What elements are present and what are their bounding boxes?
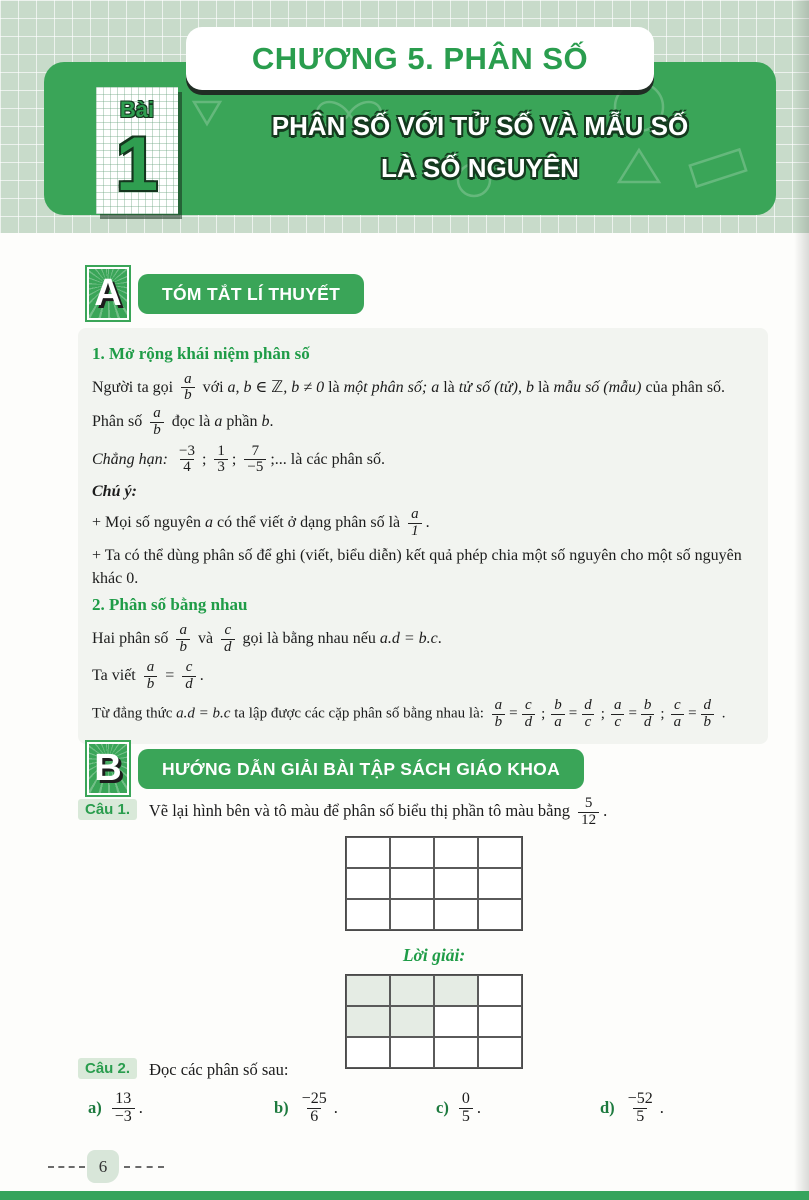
separator: ; bbox=[231, 450, 237, 468]
fraction bbox=[625, 1091, 656, 1126]
equals-sign: = bbox=[568, 705, 578, 722]
fraction-denominator: b bbox=[150, 422, 164, 439]
fraction-numerator: −25 bbox=[301, 1090, 327, 1107]
grid-cell bbox=[434, 868, 478, 899]
fraction-denominator: c bbox=[611, 714, 624, 731]
question-2-item-c bbox=[436, 1090, 481, 1127]
fraction-numerator: a bbox=[146, 659, 155, 676]
exercise-grid bbox=[345, 836, 523, 931]
lesson-number-card bbox=[96, 87, 178, 214]
section-b-title: HƯỚNG DẪN GIẢI BÀI TẬP SÁCH GIÁO KHOA bbox=[162, 758, 561, 779]
fraction bbox=[671, 698, 685, 731]
fraction-denominator: b bbox=[176, 639, 190, 656]
fraction-numerator: a bbox=[411, 506, 419, 523]
equals-sign: = bbox=[688, 705, 697, 722]
fraction-denominator: 5 bbox=[459, 1108, 473, 1126]
section-a-banner bbox=[138, 274, 364, 314]
text-run: . bbox=[199, 667, 204, 685]
fraction bbox=[144, 660, 158, 693]
text-run: + Mọi số nguyên bbox=[92, 514, 202, 532]
question-1 bbox=[78, 795, 784, 1069]
item-key: b) bbox=[274, 1098, 289, 1118]
fraction bbox=[701, 698, 715, 731]
fraction bbox=[611, 698, 625, 731]
fraction bbox=[408, 507, 422, 540]
fraction-numerator: 1 bbox=[217, 442, 225, 459]
fraction-numerator: a bbox=[179, 621, 187, 638]
separator: ; bbox=[201, 450, 207, 468]
text-run-italic: tử số (tử), bbox=[458, 378, 522, 396]
theory-paragraph-6 bbox=[92, 622, 756, 657]
fraction bbox=[176, 444, 198, 477]
equals-sign: = bbox=[509, 705, 518, 722]
fraction-numerator: a bbox=[613, 696, 622, 713]
grid-cell bbox=[434, 837, 478, 868]
text-run-italic: mẫu số (mẫu) bbox=[553, 378, 642, 396]
fraction bbox=[176, 623, 190, 656]
page-number-badge bbox=[87, 1150, 119, 1183]
bottom-green-strip bbox=[0, 1191, 809, 1200]
lesson-title-line2: LÀ SỐ NGUYÊN bbox=[381, 152, 579, 183]
text-run: là bbox=[328, 378, 340, 396]
text-run: là bbox=[537, 378, 550, 396]
math-variable: a bbox=[214, 413, 223, 431]
text-run: Ta viết bbox=[92, 667, 136, 685]
fraction-numerator: 5 bbox=[584, 795, 593, 811]
fraction-numerator: −3 bbox=[179, 442, 195, 459]
grid-cell bbox=[346, 975, 390, 1006]
grid-cell bbox=[478, 975, 522, 1006]
section-a-letter: A bbox=[94, 272, 122, 314]
note-label: Chú ý: bbox=[92, 483, 137, 501]
text-run: . bbox=[333, 1098, 338, 1118]
grid-cell bbox=[478, 868, 522, 899]
fraction-denominator: d bbox=[522, 714, 536, 731]
text-run: . bbox=[603, 801, 608, 821]
fraction-denominator: b bbox=[701, 714, 715, 731]
text-run: . bbox=[721, 705, 726, 722]
text-run: . bbox=[476, 1098, 481, 1118]
section-b-letter: B bbox=[94, 747, 122, 789]
fraction-denominator: 5 bbox=[633, 1108, 647, 1126]
fraction bbox=[214, 444, 228, 477]
math-expression: a, b ∈ ℤ, b ≠ 0 bbox=[227, 378, 325, 396]
solution-label: Lời giải: bbox=[402, 944, 466, 965]
text-run: . bbox=[269, 413, 274, 431]
fraction-denominator: d bbox=[221, 639, 235, 656]
fraction bbox=[181, 372, 195, 405]
text-run: . bbox=[659, 1098, 664, 1118]
question-2-text: Đọc các phân số sau: bbox=[149, 1060, 289, 1079]
text-run: phần bbox=[226, 413, 258, 431]
grid-cell bbox=[434, 1006, 478, 1037]
text-run: ta lập được các cặp phân số bằng nhau là: bbox=[234, 705, 484, 722]
equals-sign: = bbox=[165, 667, 175, 685]
separator: ; bbox=[600, 705, 605, 722]
fraction-numerator: 7 bbox=[251, 442, 260, 459]
question-2-item-a bbox=[88, 1090, 143, 1127]
footer-dash-right bbox=[124, 1166, 164, 1168]
fraction bbox=[150, 406, 164, 439]
question-1-label: Câu 1. bbox=[78, 799, 137, 820]
text-run-italic: một phân số; bbox=[343, 378, 428, 396]
question-2-item-b bbox=[274, 1090, 338, 1127]
fraction bbox=[459, 1091, 473, 1126]
text-run: Người ta gọi bbox=[92, 378, 174, 396]
chapter-title-box bbox=[186, 27, 654, 90]
fraction-numerator: b bbox=[554, 696, 562, 713]
fraction-numerator: c bbox=[185, 659, 193, 676]
section-b-badge bbox=[85, 740, 131, 797]
theory-paragraph-7 bbox=[92, 659, 756, 694]
equals-sign: = bbox=[628, 705, 637, 722]
theory-heading-2: 2. Phân số bằng nhau bbox=[92, 595, 248, 615]
page-number: 6 bbox=[98, 1156, 108, 1176]
text-run: Từ đẳng thức bbox=[92, 705, 173, 722]
grid-cell bbox=[390, 868, 434, 899]
separator: ; bbox=[660, 705, 665, 722]
fraction bbox=[522, 698, 536, 731]
fraction bbox=[299, 1091, 330, 1126]
fraction-numerator: c bbox=[673, 696, 681, 713]
lesson-title-line1: PHÂN SỐ VỚI TỬ SỐ VÀ MẪU SỐ bbox=[271, 111, 689, 141]
section-b-banner bbox=[138, 749, 584, 789]
text-run: gọi là bằng nhau nếu bbox=[242, 629, 376, 647]
example-lead: Chẳng hạn: bbox=[92, 450, 168, 468]
math-variable: a bbox=[431, 378, 440, 396]
question-2-label: Câu 2. bbox=[78, 1058, 137, 1079]
grid-cell bbox=[346, 837, 390, 868]
text-run: Hai phân số bbox=[92, 629, 169, 647]
fraction bbox=[221, 623, 235, 656]
theory-heading-1: 1. Mở rộng khái niệm phân số bbox=[92, 344, 310, 363]
text-run: có thể viết ở dạng phân số là bbox=[217, 514, 401, 532]
grid-cell bbox=[390, 1006, 434, 1037]
text-run: với bbox=[202, 378, 224, 396]
fraction-denominator: −5 bbox=[244, 459, 266, 476]
grid-cell bbox=[434, 975, 478, 1006]
target-fraction bbox=[578, 796, 599, 829]
fraction-numerator: d bbox=[703, 696, 712, 713]
item-key: c) bbox=[436, 1098, 449, 1118]
fraction-denominator: a bbox=[551, 714, 565, 731]
grid-cell bbox=[478, 837, 522, 868]
fraction-denominator: 12 bbox=[578, 812, 599, 829]
question-2-statement bbox=[78, 1058, 784, 1080]
theory-paragraph-4 bbox=[92, 506, 756, 541]
fraction-numerator: 0 bbox=[461, 1090, 470, 1107]
text-run: . bbox=[138, 1098, 143, 1118]
fraction-numerator: a bbox=[184, 370, 192, 387]
text-run: và bbox=[197, 629, 214, 647]
fraction-denominator: 6 bbox=[307, 1108, 321, 1126]
grid-cell bbox=[390, 899, 434, 930]
text-run: đọc là bbox=[171, 413, 211, 431]
fraction-denominator: 4 bbox=[180, 459, 194, 476]
text-run: là bbox=[443, 378, 455, 396]
fraction-denominator: 1 bbox=[408, 523, 422, 540]
question-2-item-d bbox=[600, 1090, 664, 1127]
question-2-items bbox=[78, 1090, 784, 1160]
item-key: d) bbox=[600, 1098, 615, 1118]
lesson-title bbox=[190, 106, 770, 189]
fraction-numerator: 13 bbox=[115, 1090, 132, 1107]
theory-panel bbox=[78, 328, 768, 744]
fraction-denominator: −3 bbox=[112, 1108, 135, 1126]
fraction bbox=[492, 698, 506, 731]
lesson-label: Bài bbox=[119, 97, 155, 122]
math-expression: a.d = b.c bbox=[379, 629, 438, 647]
section-a-badge bbox=[85, 265, 131, 322]
fraction bbox=[182, 660, 196, 693]
text-run: . bbox=[437, 629, 442, 647]
fraction-numerator: c bbox=[525, 696, 532, 713]
lesson-number: 1 bbox=[115, 122, 159, 207]
fraction-numerator: b bbox=[643, 696, 652, 713]
footer-dash-left bbox=[48, 1166, 85, 1168]
fraction-denominator: b bbox=[492, 714, 506, 731]
question-1-text: Vẽ lại hình bên và tô màu để phân số biểu thị phần tô màu bằng bbox=[148, 801, 570, 821]
fraction-denominator: 3 bbox=[214, 459, 228, 476]
theory-paragraph-2 bbox=[92, 443, 756, 478]
fraction bbox=[641, 698, 655, 731]
grid-cell bbox=[346, 868, 390, 899]
grid-cell bbox=[390, 837, 434, 868]
fraction-denominator: b bbox=[181, 387, 195, 404]
theory-paragraph-8 bbox=[92, 697, 756, 732]
fraction-numerator: a bbox=[494, 696, 503, 713]
fraction bbox=[244, 444, 266, 477]
text-run: . bbox=[425, 514, 430, 532]
fraction bbox=[581, 698, 595, 731]
fraction-denominator: d bbox=[182, 676, 196, 693]
fraction-numerator: d bbox=[584, 696, 592, 713]
fraction bbox=[112, 1091, 135, 1126]
grid-cell bbox=[478, 899, 522, 930]
fraction-numerator: c bbox=[224, 621, 232, 638]
math-variable: b bbox=[525, 378, 534, 396]
fraction-denominator: b bbox=[144, 676, 158, 693]
theory-paragraph-5: + Ta có thể dùng phân số để ghi (viết, biểu diễn) kết quả phép chia một số nguyên cho một số nguyên khác 0. bbox=[92, 546, 742, 588]
fraction-denominator: a bbox=[671, 714, 685, 731]
text-run: ;... là các phân số. bbox=[270, 450, 385, 468]
solution-grid bbox=[345, 974, 523, 1069]
fraction bbox=[551, 698, 565, 731]
separator: ; bbox=[541, 705, 546, 722]
question-1-statement bbox=[78, 795, 784, 830]
question-2 bbox=[78, 1058, 784, 1160]
math-variable: b bbox=[261, 413, 270, 431]
grid-cell bbox=[478, 1006, 522, 1037]
fraction-numerator: −52 bbox=[627, 1090, 653, 1107]
chapter-title: CHƯƠNG 5. PHÂN SỐ bbox=[251, 40, 589, 76]
fraction-denominator: d bbox=[641, 714, 655, 731]
grid-cell bbox=[346, 899, 390, 930]
item-key: a) bbox=[88, 1098, 102, 1118]
text-run: của phân số. Phân số bbox=[92, 378, 726, 431]
hero-grid-background bbox=[0, 0, 809, 233]
fraction-denominator: c bbox=[582, 714, 595, 731]
page-edge-shadow bbox=[794, 0, 809, 1200]
grid-cell bbox=[346, 1006, 390, 1037]
math-expression: a.d = b.c bbox=[176, 705, 231, 722]
fraction-numerator: a bbox=[153, 405, 161, 422]
grid-cell bbox=[390, 975, 434, 1006]
section-a-title: TÓM TẮT LÍ THUYẾT bbox=[162, 283, 341, 304]
theory-paragraph-1 bbox=[92, 371, 756, 440]
grid-cell bbox=[434, 899, 478, 930]
math-variable: a bbox=[205, 514, 214, 532]
